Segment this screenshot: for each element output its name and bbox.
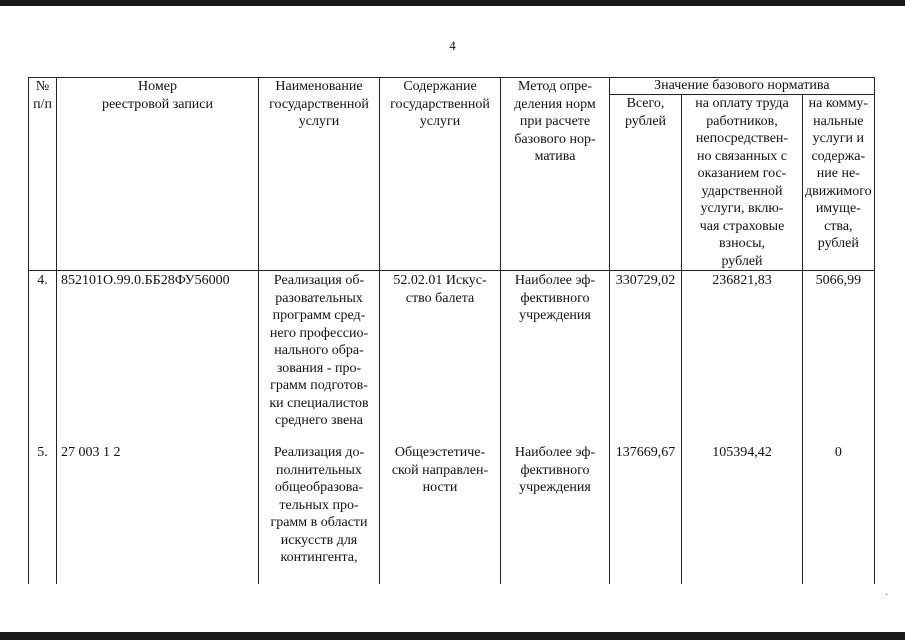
text-line: нального обра- [274,343,364,358]
text-line: ской направлен- [391,462,489,478]
text-line: рублей [817,236,859,251]
scan-border-bottom [0,632,905,640]
text-line: Наименование [275,79,363,94]
text-line: чая страховые [699,218,785,234]
text-line: услуги [419,114,461,129]
text-line: Наиболее эф- [514,445,596,460]
header-base-normative-group: Значение базового норматива [610,78,875,95]
text-line: но связанных с [697,148,787,164]
text-line: программ сред- [272,308,366,323]
total-value: 330729,02 [610,271,682,445]
header-utilities-costs [803,95,875,271]
text-line: ние не- [816,166,860,181]
text-line: ства, [824,218,853,234]
header-service-content [380,78,501,271]
text-line: содержа- [811,148,866,164]
text-line: деления норм [514,96,596,112]
header-total [610,95,682,271]
method-cell [501,444,610,584]
text-line: зования - про- [276,360,362,376]
row-number: 4. [29,271,57,445]
text-line: услуги, вклю- [700,201,784,216]
text-line: ство балета [405,290,475,306]
text-line: разовательных [275,290,363,306]
text-line: Наиболее эф- [514,273,596,288]
text-line: Реализация об- [273,273,365,288]
text-line: базового нор- [514,131,596,147]
text-line: Номер [138,79,177,94]
text-line: грамм в области [270,515,368,530]
text-line: непосредствен- [695,131,789,146]
page-number: 4 [449,38,456,53]
text-line: движимого [805,183,872,199]
text-line: Содержание [403,79,477,94]
table-row [29,444,875,584]
method-cell [501,271,610,445]
text-line: услуги и [812,131,865,146]
text-line: рублей [721,253,763,269]
text-line: Общеэстетиче- [394,445,486,460]
text-line: полнительных [276,462,362,478]
row-number: 5. [29,444,57,584]
labor-value: 105394,42 [682,444,803,584]
text-line: общеобразова- [274,480,364,495]
text-line: взносы, [718,236,766,251]
table-row [29,271,875,445]
text-line: 52.02.01 Искус- [393,273,487,288]
scan-speck: · [885,590,889,601]
text-line: имуще- [815,201,861,216]
text-line: на комму- [808,96,869,111]
text-line: матива [534,149,576,164]
utilities-value: 0 [803,444,875,584]
header-service-name [259,78,380,271]
service-name [259,444,380,584]
text-line: реестровой записи [101,96,214,112]
text-line: при расчете [519,114,591,129]
text-line: фективного [520,290,590,306]
registry-number: 27 003 1 2 [57,444,259,584]
registry-number: 852101О.99.0.ББ28ФУ56000 [57,271,259,445]
text-line: нальные [813,113,864,129]
total-value: 137669,67 [610,444,682,584]
scan-border-top [0,0,905,6]
text-line: Всего, [626,96,665,111]
header-labor-costs [682,95,803,271]
text-line: него профессио- [269,325,369,341]
labor-value: 236821,83 [682,271,803,445]
text-line: учреждения [519,480,591,495]
text-line: искусств для [280,532,358,548]
text-line: Реализация до- [273,445,365,460]
text-line: государственной [269,96,369,112]
normative-table [28,77,875,584]
text-line: оказанием гос- [697,166,787,181]
text-line: грамм подготов- [270,378,368,393]
text-line: № [35,79,50,94]
text-line: услуги [298,114,340,129]
text-line: тельных про- [279,497,359,513]
text-line: Метод опре- [518,79,592,94]
text-line: ности [422,480,458,495]
text-line: учреждения [519,308,591,323]
text-line: государственной [390,96,490,112]
text-line: рублей [624,113,667,129]
service-content [380,271,501,445]
text-line: ударственной [701,183,783,199]
text-line: п/п [33,96,52,112]
text-line: работников, [706,113,778,129]
text-line: фективного [520,462,590,478]
header-registry-number [57,78,259,271]
header-method [501,78,610,271]
header-num [29,78,57,271]
utilities-value: 5066,99 [803,271,875,445]
text-line: контингента, [280,550,358,565]
service-content [380,444,501,584]
text-line: на оплату труда [695,96,789,111]
text-line: среднего звена [275,413,363,428]
service-name [259,271,380,445]
text-line: ки специалистов [269,395,369,411]
